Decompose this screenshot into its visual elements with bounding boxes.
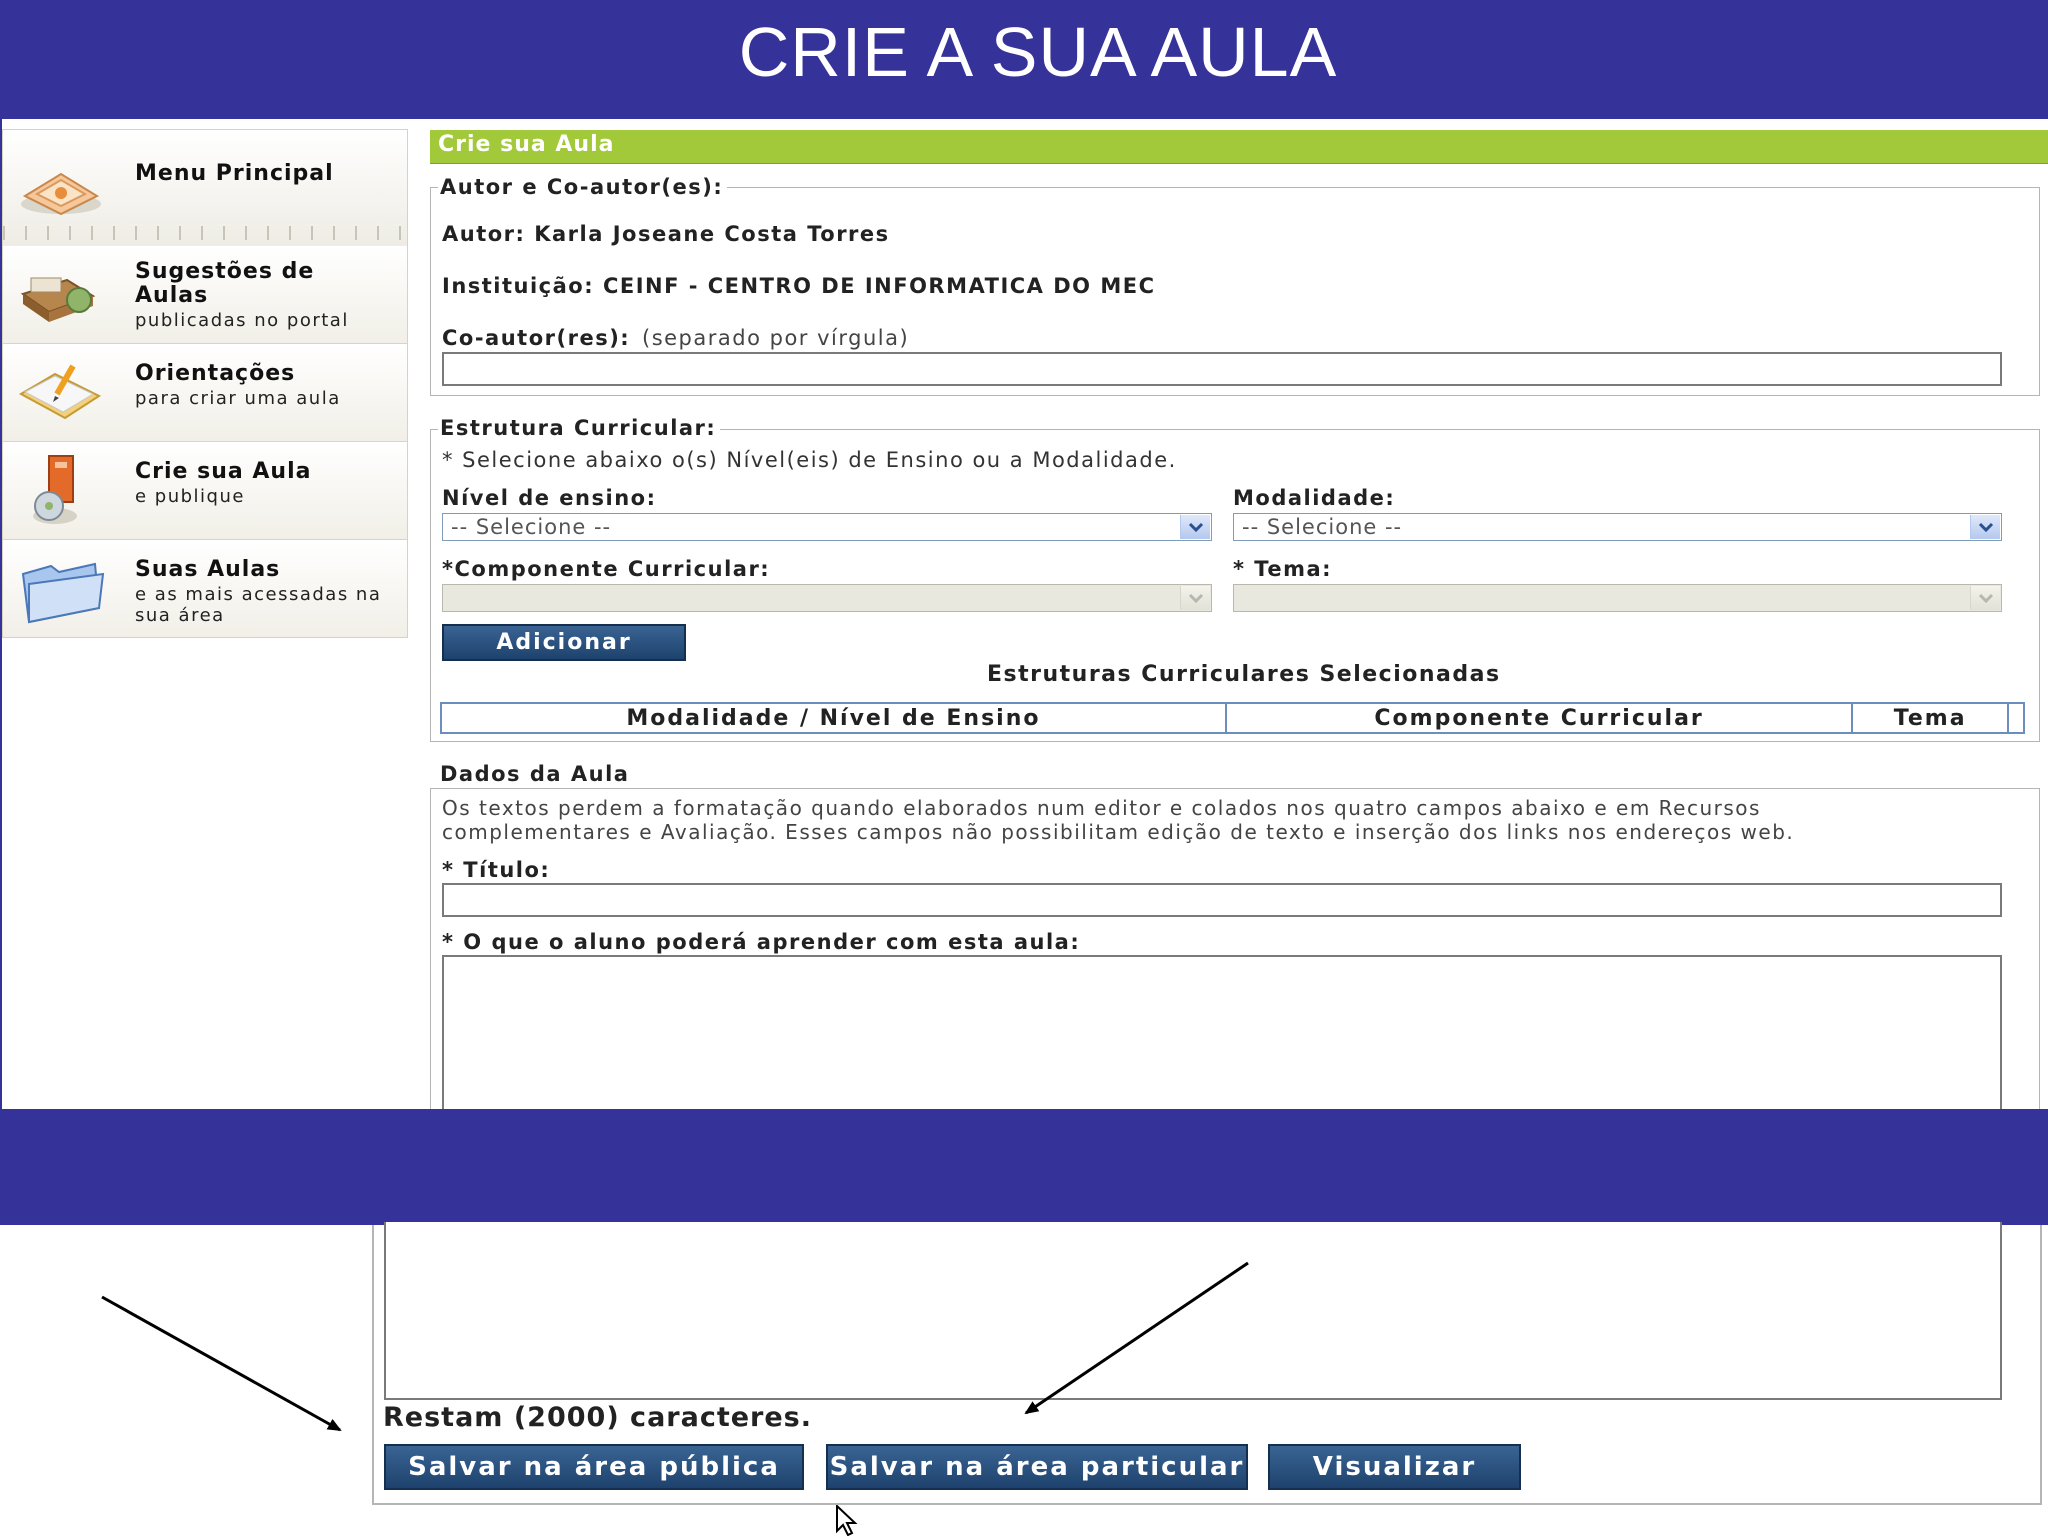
curriculum-legend: Estrutura Curricular: xyxy=(438,416,720,440)
sidebar-item-title: Sugestões de Aulas xyxy=(135,259,315,308)
modality-select-value: -- Selecione -- xyxy=(1242,515,1403,539)
author-institution: Instituição: CEINF - CENTRO DE INFORMATICA DO MEC xyxy=(442,274,1156,298)
column-header: Componente Curricular xyxy=(1226,703,1852,733)
sidebar-item-subtitle: para criar uma aula xyxy=(135,388,341,409)
theme-label: * Tema: xyxy=(1233,557,1333,581)
lesson-note-line1: Os textos perdem a formatação quando elaborados num editor e colados nos quatro campos abaixo e em Recursos xyxy=(442,796,1761,820)
sidebar-item-title: Crie sua Aula xyxy=(135,459,312,484)
author-name: Autor: Karla Joseane Costa Torres xyxy=(442,222,890,246)
authors-legend: Autor e Co-autor(es): xyxy=(438,175,727,199)
mouse-cursor-icon xyxy=(836,1505,862,1536)
selected-structures-title: Estruturas Curriculares Selecionadas xyxy=(987,662,1501,687)
sidebar-item-subtitle: publicadas no portal xyxy=(135,310,349,331)
sidebar-item-subtitle: e publique xyxy=(135,486,245,507)
lesson-note-line2: complementares e Avaliação. Esses campos não possibilitam edição de texto e inserção dos links nos endereços web. xyxy=(442,820,1795,844)
save-public-button[interactable]: Salvar na área pública xyxy=(384,1444,804,1490)
curriculum-instruction: * Selecione abaixo o(s) Nível(eis) de Ensino ou a Modalidade. xyxy=(442,448,1177,472)
sidebar-item-title: Orientações xyxy=(135,361,296,386)
title-label: * Título: xyxy=(442,858,551,882)
save-private-button[interactable]: Salvar na área particular xyxy=(826,1444,1248,1490)
remaining-characters: Restam (2000) caracteres. xyxy=(383,1402,812,1433)
add-button[interactable]: Adicionar xyxy=(442,624,686,661)
arrow-to-save-private xyxy=(1026,1263,1248,1413)
column-header: Tema xyxy=(1852,703,2008,733)
coauthor-hint: (separado por vírgula) xyxy=(642,326,910,350)
section-header-title: Crie sua Aula xyxy=(438,132,615,157)
modality-label: Modalidade: xyxy=(1233,486,1396,510)
component-label: *Componente Curricular: xyxy=(442,557,771,581)
level-select-value: -- Selecione -- xyxy=(451,515,612,539)
coauthor-label: Co-autor(res): xyxy=(442,326,631,350)
learn-label: * O que o aluno poderá aprender com esta aula: xyxy=(442,930,1081,954)
sidebar-item-title: Menu Principal xyxy=(135,161,334,186)
arrow-to-save-public xyxy=(102,1297,340,1430)
preview-button[interactable]: Visualizar xyxy=(1268,1444,1521,1490)
lesson-legend: Dados da Aula xyxy=(438,762,633,786)
column-header: Modalidade / Nível de Ensino xyxy=(441,703,1226,733)
banner-title: CRIE A SUA AULA xyxy=(738,13,1338,91)
level-label: Nível de ensino: xyxy=(442,486,657,510)
sidebar-item-subtitle: e as mais acessadas na sua área xyxy=(135,584,382,626)
sidebar-item-title: Suas Aulas xyxy=(135,557,281,582)
